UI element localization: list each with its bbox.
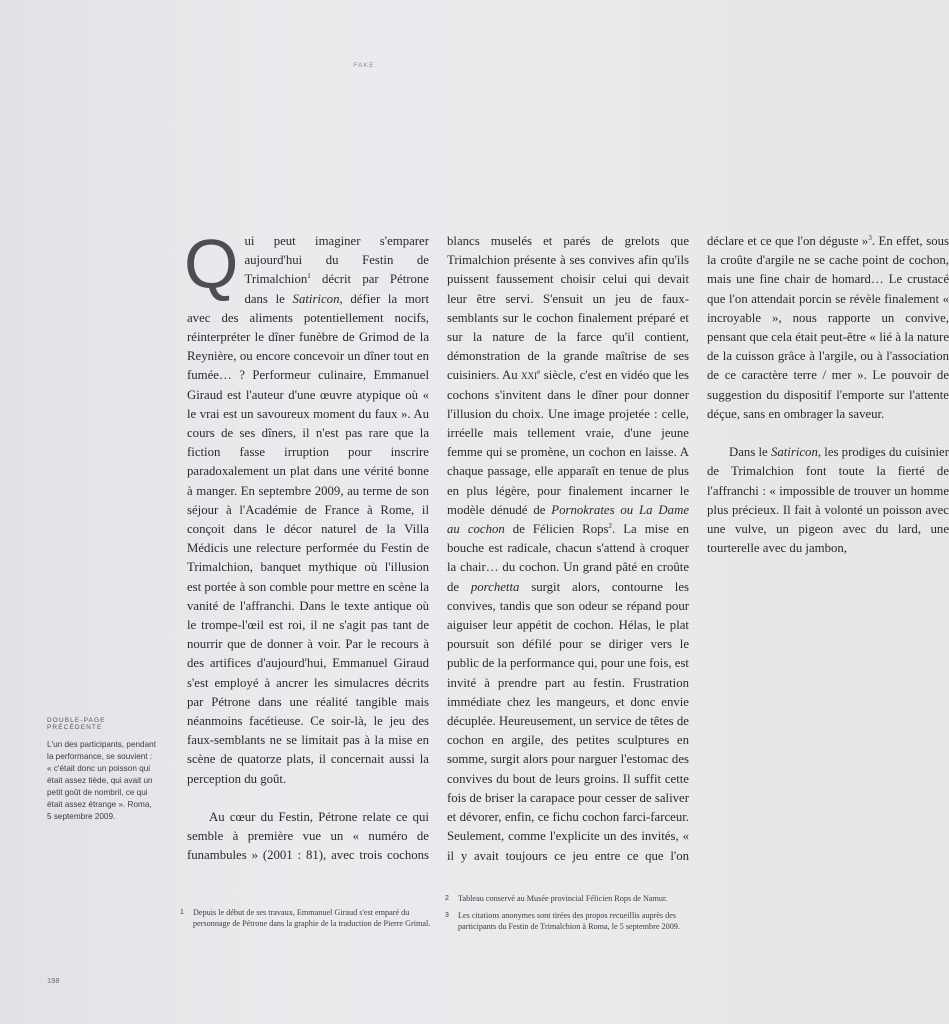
footnote-3 — [445, 910, 698, 933]
footnote-number: 2 — [445, 895, 449, 902]
page-number: 198 — [47, 976, 60, 985]
footnote-number: 1 — [180, 909, 184, 916]
paragraph-1: Qui peut imaginer s'emparer aujourd'hui du Festin de Trimalchion$^1$ décrit par Pétrone dans le Satiricon, défier la mort avec des aliments potentiellement nocifs, réinterpréter le dîner funèbre de Grimod de la Reynière, ou encore concevoir un dîner tout en fumée… ? Performeur culinaire, Emmanuel Giraud est l'auteur d'une œuvre atypique où « le vrai est un savoureux moment du faux ». Au cours de ses dîners, il n'est pas rare que la fiction fasse irruption pour inscrire paradoxalement un plat dans une vérité bonne à manger. En septembre 2009, au terme de son séjour à l'Académie de France à Rome, il conçoit dans le décor naturel de la Villa Médicis une relecture performée du Festin de Trimalchion, banquet mythique où l'illusion est portée à son comble pour mettre en scène la vanité de l'affranchi. Dans le texte antique où le trompe-l'œil est roi, il ne s'agit pas tant de nourrir que de donner à voir. Par le recours à des artifices d'aujourd'hui, Emmanuel Giraud s'est employé à ancrer les simulacres décrits par Pétrone dans une réalité tangible mais néanmoins facétieuse. Ce soir-là, le jeu des faux-semblants ne se limitait pas à la mise en scène de quatorze plats, il concernait aussi la perception du goût. — [184, 225, 429, 786]
italic-title: Satiricon — [770, 445, 818, 460]
sidenote-text: L'un des participants, pendant la performance, se souvient : « c'était donc un poisson qui était assez tiède, qui avait un petit goût de nombril, ce qui était assez étrange ». Roma, 5 septembre 2009. — [47, 740, 156, 821]
italic-term: porchetta — [470, 579, 520, 594]
footnote-text: Les citations anonymes sont tirées des propos recueillis auprès des participants du Festin de Trimalchion à Roma, le 5 septembre 2009. — [458, 911, 680, 932]
footnote-text: Depuis le début de ses travaux, Emmanuel Giraud s'est emparé du personnage de Pétrone dans la graphie de la traduction de Pierre Grimal. — [193, 908, 431, 929]
footnote-ref-1: 1 — [307, 272, 311, 281]
paragraph-2: Au cœur du Festin, Pétrone relate ce qui semble à première vue un « numéro de funambules » (2001 : 81), avec trois cochons blancs muselés et parés de grelots que Trimalchion présente à ses convives afin qu'ils puissent faussement choisir celui qui devait leur être servi. S'ensuit un jeu de faux-semblants sur le cochon finalement préparé et sur la nature de la farce qu'il contient, démonstration de la grande maîtrise de ses cuisiniers. Au xxi$^e$ siècle, c'est en vidéo que les cochons s'invitent dans le dîner pour donner l'illusion du choix. Une image projetée : celle, irréelle mais tellement vraie, d'une jeune femme qui se promène, un cochon en laisse. A chaque passage, elle apparaît en tenue de plus en plus légère, pour finalement incarner le modèle dénudé de Pornokrates ou La Dame au cochon de Félicien Rops$^2$. La mise en bouche est radicale, chacun s'attend à croquer la chair… du cochon. Un grand pâté en croûte de porchetta surgit alors, contourne les convives, tandis que son odeur se répand pour aiguiser leur appétit de cochon. Hélas, le plat poursuit son défilé pour se diriger vers le public de la performance qui, pour une fois, est invité à prendre part au festin. Frustration immédiate chez les mangeurs, et donc envie décuplée. Heureusement, un service de têtes de cochon en argile, des petites sculptures en somme, surgit alors pour narguer l'estomac des convives du bout de leurs groins. Il suffit cette fois de briser la carapace pour cesser de saliver et dévorer, enfin, ce fichu cochon farci-farceur. Seulement, comme l'explicite un des invités, « il y avait toujours ce jeu entre ce que l'on déclare et ce que l'on déguste »$^3$. En effet, sous la croûte d'argile ne se cache point de cochon, mais une fine chair de homard… Le crustacé que l'on attendait porcin se révèle finalement « incroyable », nous rapporte un convive, pensant que cela était peut-être « lié à la nature de la cuisson grâce à l'argile, ou à l'association de ce caractère terre / mer ». Le pouvoir de suggestion du dispositif l'emporte sur l'attente déçue, sans en ombrager la saveur. — [187, 234, 949, 863]
paragraph-3: Dans le Satiricon, les prodiges du cuisinier de Trimalchion font toute la fierté de l'affranchi : « impossible de trouver un homme plus précieux. Il fait à volonté un poisson avec une vulve, un pigeon avec du lard, une tourterelle avec du jambon, — [707, 445, 949, 556]
footnote-text: Tableau conservé au Musée provincial Félicien Rops de Namur. — [458, 894, 668, 903]
century-numeral: xxi — [521, 368, 538, 383]
footnote-ref-3: 3 — [868, 234, 872, 242]
italic-artwork-title: Pornokrates ou La Dame au cochon — [447, 502, 689, 537]
footnote-ref-2: 2 — [608, 522, 612, 531]
sidenote-title: DOUBLE-PAGE PRÉCÉDENTE — [47, 717, 106, 731]
running-head: FAKE — [353, 62, 375, 69]
footnote-number: 3 — [445, 912, 449, 919]
italic-title: Satiricon — [292, 291, 340, 306]
body-text-flow — [184, 225, 949, 872]
footnote-1 — [180, 907, 433, 930]
drop-cap: Q — [184, 225, 239, 303]
footnote-2 — [445, 893, 698, 904]
